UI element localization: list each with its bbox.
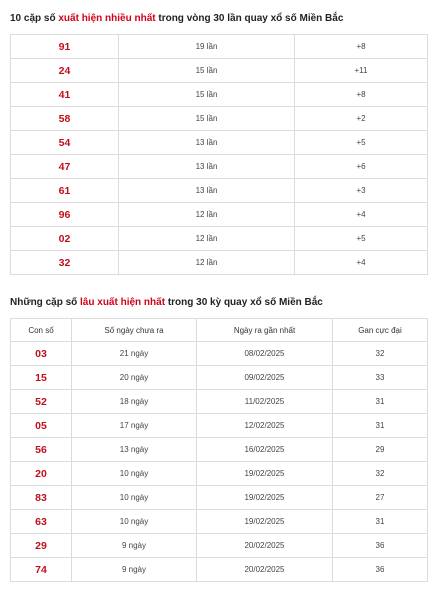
- table-row: [11, 227, 428, 251]
- occurrence-count: 15 lần: [119, 83, 295, 107]
- section1-title-post: trong vòng 30 lần quay xổ số Miền Bắc: [155, 13, 344, 24]
- max-gap: 27: [333, 486, 428, 510]
- table-row: [11, 203, 428, 227]
- max-gap: 32: [333, 462, 428, 486]
- table-row: [11, 251, 428, 275]
- pair-number: 47: [11, 155, 119, 179]
- pair-number: 61: [11, 179, 119, 203]
- days-absent: 17 ngày: [72, 414, 197, 438]
- occurrence-count: 13 lần: [119, 155, 295, 179]
- table-row: [11, 558, 428, 582]
- delta-value: +8: [295, 83, 428, 107]
- pair-number: 29: [11, 534, 72, 558]
- table-row: [11, 414, 428, 438]
- last-seen-date: 11/02/2025: [197, 390, 333, 414]
- header-con-so: Con số: [11, 319, 72, 342]
- pair-number: 96: [11, 203, 119, 227]
- occurrence-count: 12 lần: [119, 251, 295, 275]
- pair-number: 15: [11, 366, 72, 390]
- table-row: [11, 131, 428, 155]
- days-absent: 10 ngày: [72, 462, 197, 486]
- max-gap: 36: [333, 558, 428, 582]
- occurrence-count: 19 lần: [119, 35, 295, 59]
- last-seen-date: 19/02/2025: [197, 486, 333, 510]
- table-row: [11, 155, 428, 179]
- pair-number: 63: [11, 510, 72, 534]
- section1-title-pre: 10 cặp số: [10, 13, 59, 24]
- days-absent: 10 ngày: [72, 510, 197, 534]
- section2-title: [10, 296, 323, 310]
- header-so-ngay-chua-ra: Số ngày chưa ra: [72, 319, 197, 342]
- last-seen-date: 12/02/2025: [197, 414, 333, 438]
- max-gap: 32: [333, 342, 428, 366]
- table-row: [11, 462, 428, 486]
- pair-number: 41: [11, 83, 119, 107]
- occurrence-count: 15 lần: [119, 107, 295, 131]
- last-seen-date: 19/02/2025: [197, 462, 333, 486]
- max-gap: 33: [333, 366, 428, 390]
- pair-number: 03: [11, 342, 72, 366]
- pair-number: 24: [11, 59, 119, 83]
- section1-title: [10, 12, 343, 26]
- section1-title-highlight: xuất hiện nhiều nhất: [58, 13, 156, 24]
- days-absent: 13 ngày: [72, 438, 197, 462]
- pair-number: 56: [11, 438, 72, 462]
- last-seen-date: 19/02/2025: [197, 510, 333, 534]
- delta-value: +2: [295, 107, 428, 131]
- max-gap: 29: [333, 438, 428, 462]
- delta-value: +8: [295, 35, 428, 59]
- delta-value: +5: [295, 131, 428, 155]
- days-absent: 20 ngày: [72, 366, 197, 390]
- table-header-row: [11, 319, 428, 342]
- last-seen-date: 08/02/2025: [197, 342, 333, 366]
- table-row: [11, 390, 428, 414]
- pair-number: 32: [11, 251, 119, 275]
- days-absent: 9 ngày: [72, 534, 197, 558]
- section2-title-post: trong 30 kỳ quay xổ số Miền Bắc: [165, 297, 323, 308]
- delta-value: +4: [295, 251, 428, 275]
- header-gan-cuc-dai: Gan cực đại: [333, 319, 428, 342]
- table-row: [11, 35, 428, 59]
- occurrence-count: 12 lần: [119, 203, 295, 227]
- occurrence-count: 13 lần: [119, 131, 295, 155]
- last-seen-date: 09/02/2025: [197, 366, 333, 390]
- occurrence-count: 13 lần: [119, 179, 295, 203]
- table-row: [11, 534, 428, 558]
- occurrence-count: 12 lần: [119, 227, 295, 251]
- table-row: [11, 366, 428, 390]
- delta-value: +5: [295, 227, 428, 251]
- last-seen-date: 20/02/2025: [197, 534, 333, 558]
- section2-title-pre: Những cặp số: [10, 297, 81, 308]
- table-row: [11, 179, 428, 203]
- last-seen-date: 16/02/2025: [197, 438, 333, 462]
- days-absent: 18 ngày: [72, 390, 197, 414]
- days-absent: 10 ngày: [72, 486, 197, 510]
- table-row: [11, 438, 428, 462]
- pair-number: 74: [11, 558, 72, 582]
- longest-absent-table: [10, 318, 428, 582]
- pair-number: 05: [11, 414, 72, 438]
- pair-number: 02: [11, 227, 119, 251]
- max-gap: 36: [333, 534, 428, 558]
- table-row: [11, 342, 428, 366]
- delta-value: +3: [295, 179, 428, 203]
- delta-value: +11: [295, 59, 428, 83]
- table-row: [11, 510, 428, 534]
- max-gap: 31: [333, 510, 428, 534]
- pair-number: 52: [11, 390, 72, 414]
- header-ngay-ra-gan-nhat: Ngày ra gần nhất: [197, 319, 333, 342]
- days-absent: 21 ngày: [72, 342, 197, 366]
- pair-number: 91: [11, 35, 119, 59]
- table-row: [11, 486, 428, 510]
- delta-value: +6: [295, 155, 428, 179]
- section2-title-highlight: lâu xuất hiện nhất: [80, 297, 166, 308]
- most-frequent-table: [10, 34, 428, 275]
- delta-value: +4: [295, 203, 428, 227]
- max-gap: 31: [333, 414, 428, 438]
- table-row: [11, 83, 428, 107]
- pair-number: 54: [11, 131, 119, 155]
- table-row: [11, 59, 428, 83]
- last-seen-date: 20/02/2025: [197, 558, 333, 582]
- days-absent: 9 ngày: [72, 558, 197, 582]
- max-gap: 31: [333, 390, 428, 414]
- occurrence-count: 15 lần: [119, 59, 295, 83]
- table-row: [11, 107, 428, 131]
- pair-number: 20: [11, 462, 72, 486]
- pair-number: 83: [11, 486, 72, 510]
- pair-number: 58: [11, 107, 119, 131]
